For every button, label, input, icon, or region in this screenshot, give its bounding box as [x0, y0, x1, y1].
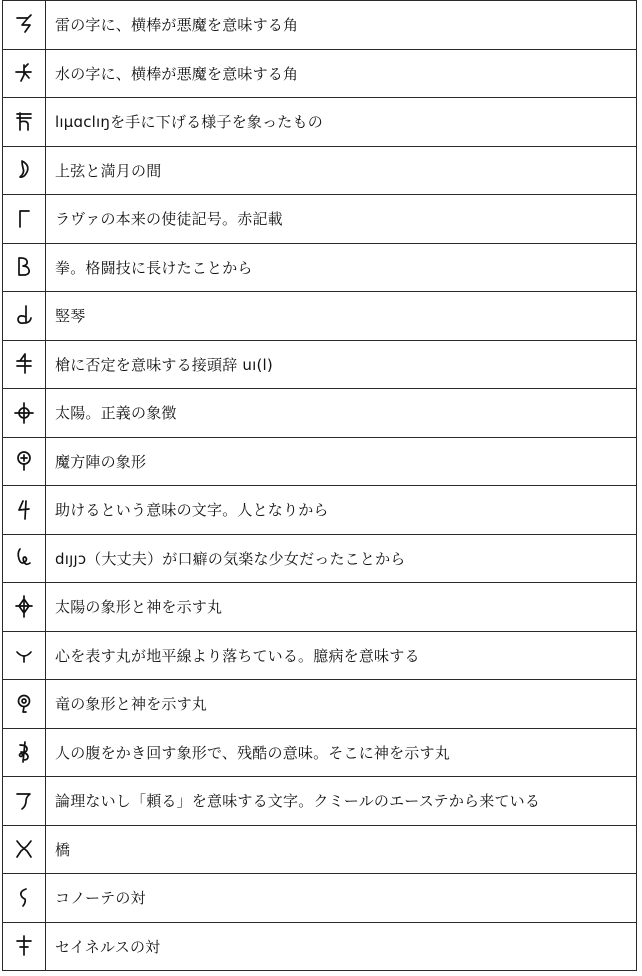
- glyph-cell: [3, 195, 46, 244]
- table-row: [3, 825, 637, 874]
- sun-god-circle-glyph-icon: [13, 594, 35, 620]
- table-row: [3, 728, 637, 777]
- table-row: [3, 922, 637, 971]
- description-cell: コノーテの対: [46, 874, 637, 923]
- dijo-glyph-icon: [13, 545, 35, 571]
- table-row: [3, 146, 637, 195]
- description-cell: 橋: [46, 825, 637, 874]
- description-cell: 拳。格闘技に長けたことから: [46, 243, 637, 292]
- table-row: [3, 534, 637, 583]
- description-cell: dıȷȷɔ（大丈夫）が口癖の気楽な少女だったことから: [46, 534, 637, 583]
- fist-glyph-icon: [13, 254, 35, 280]
- table-row: [3, 777, 637, 826]
- logic-glyph-icon: [13, 788, 35, 814]
- help-glyph-icon: [13, 497, 35, 523]
- table-row: [3, 195, 637, 244]
- glyph-cell: [3, 98, 46, 147]
- glyph-cell: [3, 437, 46, 486]
- table-row: [3, 680, 637, 729]
- glyph-cell: [3, 1, 46, 50]
- moon-phase-glyph-icon: [13, 157, 35, 183]
- bridge-glyph-icon: [13, 836, 35, 862]
- glyph-cell: [3, 922, 46, 971]
- description-cell: 上弦と満月の間: [46, 146, 637, 195]
- description-cell: 人の腹をかき回す象形で、残酷の意味。そこに神を示す丸: [46, 728, 637, 777]
- dragon-god-circle-glyph-icon: [13, 691, 35, 717]
- glyph-cell: [3, 146, 46, 195]
- description-cell: 槍に否定を意味する接頭辞 uı(l): [46, 340, 637, 389]
- belly-stir-glyph-icon: [13, 739, 35, 765]
- glyph-cell: [3, 243, 46, 292]
- table-row: [3, 874, 637, 923]
- glyph-cell: [3, 340, 46, 389]
- table-row: [3, 631, 637, 680]
- glyph-cell: [3, 49, 46, 98]
- glyph-table: [2, 0, 637, 971]
- table-row: [3, 292, 637, 341]
- table-row: [3, 583, 637, 632]
- hanging-tool-glyph-icon: [13, 109, 35, 135]
- description-cell: 太陽の象形と神を示す丸: [46, 583, 637, 632]
- glyph-cell: [3, 728, 46, 777]
- description-cell: ラヴァの本来の使徒記号。赤記載: [46, 195, 637, 244]
- glyph-cell: [3, 777, 46, 826]
- heart-horizon-glyph-icon: [13, 642, 35, 668]
- description-cell: セイネルスの対: [46, 922, 637, 971]
- glyph-cell: [3, 631, 46, 680]
- description-cell: 水の字に、横棒が悪魔を意味する角: [46, 49, 637, 98]
- table-row: [3, 340, 637, 389]
- description-cell: 論理ないし「頼る」を意味する文字。クミールのエーステから来ている: [46, 777, 637, 826]
- table-row: [3, 49, 637, 98]
- description-cell: 竜の象形と神を示す丸: [46, 680, 637, 729]
- description-cell: 心を表す丸が地平線より落ちている。臆病を意味する: [46, 631, 637, 680]
- sun-justice-glyph-icon: [13, 400, 35, 426]
- corner-mark-glyph-icon: [13, 206, 35, 232]
- magic-circle-glyph-icon: [13, 448, 35, 474]
- table-row: [3, 243, 637, 292]
- description-cell: 竪琴: [46, 292, 637, 341]
- table-row: [3, 1, 637, 50]
- water-horn-glyph-icon: [13, 60, 35, 86]
- description-cell: 魔方陣の象形: [46, 437, 637, 486]
- harp-glyph-icon: [13, 303, 35, 329]
- glyph-cell: [3, 486, 46, 535]
- description-cell: 太陽。正義の象徴: [46, 389, 637, 438]
- glyph-cell: [3, 874, 46, 923]
- table-row: [3, 437, 637, 486]
- description-cell: 助けるという意味の文字。人となりから: [46, 486, 637, 535]
- glyph-cell: [3, 292, 46, 341]
- table-row: [3, 98, 637, 147]
- lightning-horn-glyph-icon: [13, 12, 35, 38]
- description-cell: lıµɑclıŋを手に下げる様子を象ったもの: [46, 98, 637, 147]
- table-row: [3, 389, 637, 438]
- glyph-cell: [3, 389, 46, 438]
- glyph-cell: [3, 583, 46, 632]
- seinerus-glyph-icon: [13, 933, 35, 959]
- konote-glyph-icon: [13, 885, 35, 911]
- description-cell: 雷の字に、横棒が悪魔を意味する角: [46, 1, 637, 50]
- table-row: [3, 486, 637, 535]
- spear-glyph-icon: [13, 351, 35, 377]
- glyph-cell: [3, 680, 46, 729]
- glyph-cell: [3, 534, 46, 583]
- glyph-cell: [3, 825, 46, 874]
